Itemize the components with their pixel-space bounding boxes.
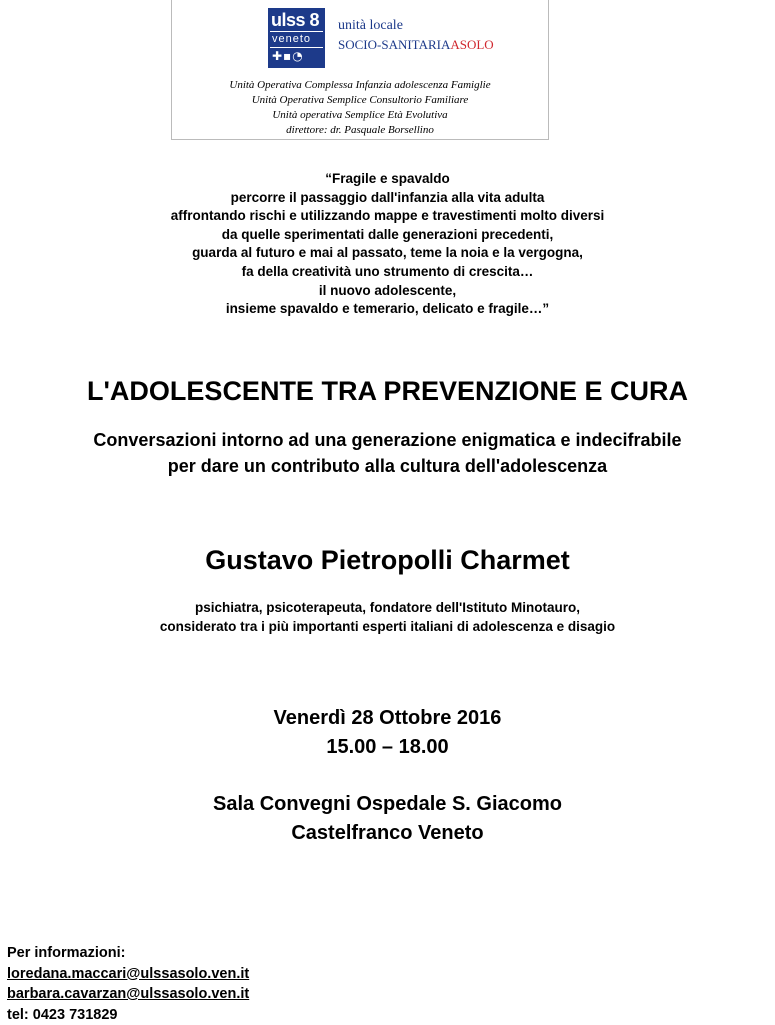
email-link[interactable]: loredana.maccari@ulssasolo.ven.it bbox=[7, 964, 249, 985]
unit-line: direttore: dr. Pasquale Borsellino bbox=[172, 123, 548, 138]
brand-line2-red: ASOLO bbox=[450, 37, 493, 52]
quote-line: il nuovo adolescente, bbox=[0, 282, 775, 301]
logo-divider bbox=[270, 47, 323, 48]
brand-line2-main: SOCIO-SANITARIA bbox=[338, 37, 450, 52]
event-subtitle bbox=[0, 427, 775, 479]
event-date: Venerdì 28 Ottobre 2016 bbox=[0, 704, 775, 733]
subtitle-line: per dare un contributo alla cultura dell'adolescenza bbox=[0, 453, 775, 479]
logo-symbols-icon: ✚▪◔ bbox=[272, 49, 304, 63]
brand-line1: unità locale bbox=[338, 18, 494, 34]
unit-line: Unità Operativa Complessa Infanzia adolescenza Famiglie bbox=[172, 78, 548, 93]
speaker-description bbox=[0, 598, 775, 636]
quote-line: percorre il passaggio dall'infanzia alla vita adulta bbox=[0, 189, 775, 208]
date-block bbox=[0, 704, 775, 762]
unit-line: Unità Operativa Semplice Consultorio Familiare bbox=[172, 93, 548, 108]
quote-line: insieme spavaldo e temerario, delicato e fragile…” bbox=[0, 300, 775, 319]
contacts-heading: Per informazioni: bbox=[7, 943, 249, 964]
speaker-desc-line: considerato tra i più importanti esperti italiani di adolescenza e disagio bbox=[0, 617, 775, 636]
subtitle-line: Conversazioni intorno ad una generazione enigmatica e indecifrabile bbox=[0, 427, 775, 453]
speaker-desc-line: psichiatra, psicoterapeuta, fondatore dell'Istituto Minotauro, bbox=[0, 598, 775, 617]
brand-name bbox=[338, 18, 494, 53]
venue-city: Castelfranco Veneto bbox=[0, 819, 775, 848]
contacts bbox=[7, 943, 249, 1025]
header-box bbox=[171, 0, 549, 140]
quote-line: affrontando rischi e utilizzando mappe e travestimenti molto diversi bbox=[0, 207, 775, 226]
quote-line: fa della creatività uno strumento di crescita… bbox=[0, 263, 775, 282]
logo-subtext: veneto bbox=[272, 33, 311, 45]
phone-number: tel: 0423 731829 bbox=[7, 1005, 249, 1025]
event-time: 15.00 – 18.00 bbox=[0, 733, 775, 762]
quote-line: guarda al futuro e mai al passato, teme la noia e la vergogna, bbox=[0, 244, 775, 263]
quote-line: da quelle sperimentati dalle generazioni precedenti, bbox=[0, 226, 775, 245]
unit-lines bbox=[172, 78, 548, 138]
venue-name: Sala Convegni Ospedale S. Giacomo bbox=[0, 790, 775, 819]
logo-text: ulss 8 bbox=[271, 10, 319, 31]
event-title: L'ADOLESCENTE TRA PREVENZIONE E CURA bbox=[0, 376, 775, 407]
quote bbox=[0, 170, 775, 319]
logo-divider bbox=[270, 31, 323, 32]
venue-block bbox=[0, 790, 775, 848]
ulss-logo bbox=[268, 8, 325, 68]
email-link[interactable]: barbara.cavarzan@ulssasolo.ven.it bbox=[7, 984, 249, 1005]
quote-line: “Fragile e spavaldo bbox=[0, 170, 775, 189]
unit-line: Unità operativa Semplice Età Evolutiva bbox=[172, 108, 548, 123]
speaker-name: Gustavo Pietropolli Charmet bbox=[0, 545, 775, 576]
brand-line2 bbox=[338, 37, 494, 53]
